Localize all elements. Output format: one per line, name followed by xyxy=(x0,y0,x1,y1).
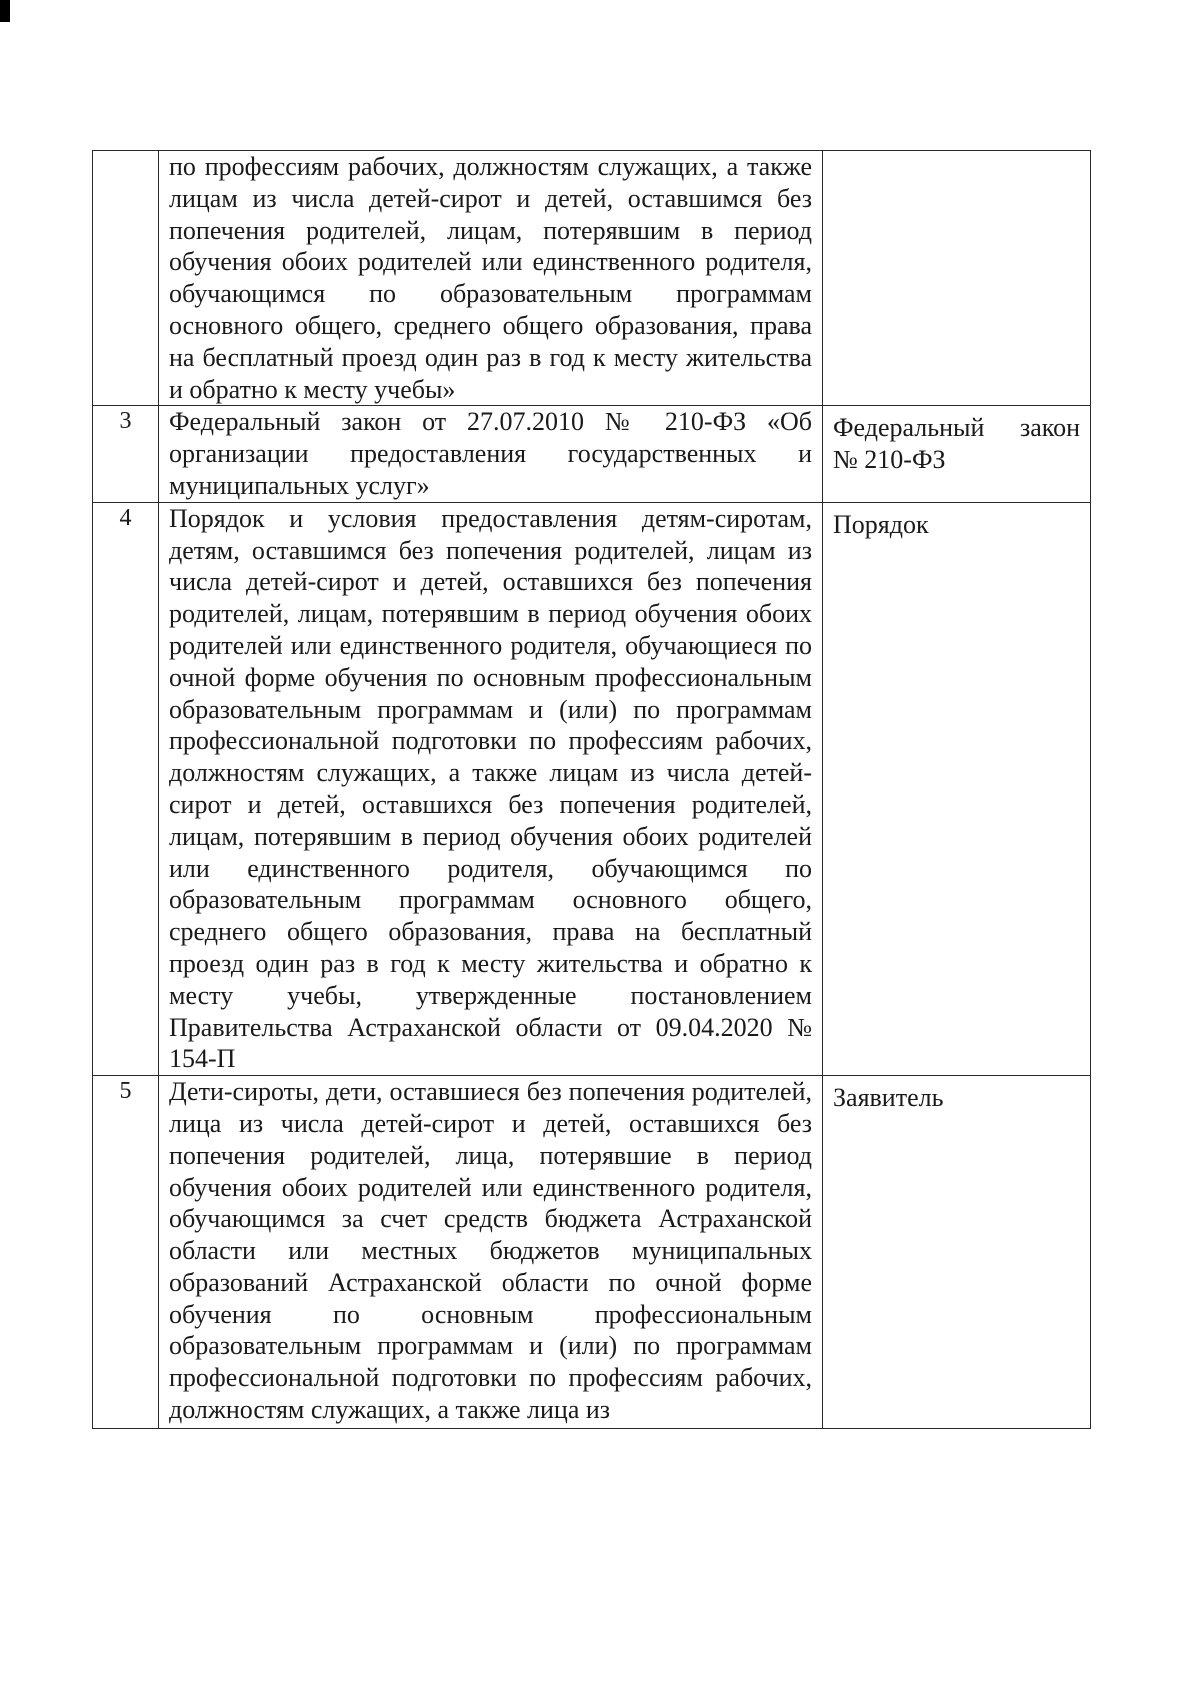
table-row xyxy=(93,151,1091,406)
row-text: Федеральный закон от 27.07.2010 № 210-ФЗ «Об организации предоставления государственных и муниципальных услуг» xyxy=(159,406,823,502)
scan-edge-mark xyxy=(0,0,10,22)
row-text: Порядок и условия предоставления детям-сиротам, детям, оставшимся без попечения родителей, лицам из числа детей-сирот и детей, оставшихся без попечения родителей, лицам, потерявшим в период обучения обоих родителей или единственного родителя, обучающиеся по очной форме обучения по основным профессиональным образовательным программам и (или) по программам профессиональной подготовки по профессиям рабочих, должностям служащих, а также лицам из числа детей-сирот и детей, оставшихся без попечения родителей, лицам, потерявшим в период обучения обоих родителей или единственного родителя, обучающимся по образовательным программам основного общего, среднего общего образования, права на бесплатный проезд один раз в год к месту жительства и обратно к месту учебы, утвержденные постановлением Правительства Астраханской области от 09.04.2020 № 154-П xyxy=(159,502,823,1075)
table-row xyxy=(93,502,1091,1075)
definitions-table xyxy=(92,150,1091,1429)
table-row xyxy=(93,406,1091,502)
row-number xyxy=(93,151,159,406)
row-term: Федеральный закон № 210-ФЗ xyxy=(823,406,1091,502)
row-number: 5 xyxy=(93,1076,159,1429)
row-number: 3 xyxy=(93,406,159,502)
row-text: Дети-сироты, дети, оставшиеся без попечения родителей, лица из числа детей-сирот и детей, оставшихся без попечения родителей, лица, потерявшие в период обучения обоих родителей или единственного родителя, обучающимся за счет средств бюджета Астраханской области или местных бюджетов муниципальных образований Астраханской области по очной форме обучения по основным профессиональным образовательным программам и (или) по программам профессиональной подготовки по профессиям рабочих, должностям служащих, а также лица из xyxy=(159,1076,823,1429)
row-term xyxy=(823,151,1091,406)
row-text: по профессиям рабочих, должностям служащих, а также лицам из числа детей-сирот и детей, оставшимся без попечения родителей, лицам, потерявшим в период обучения обоих родителей или единственного родителя, обучающимся по образовательным программам основного общего, среднего общего образования, права на бесплатный проезд один раз в год к месту жительства и обратно к месту учебы» xyxy=(159,151,823,406)
table-row xyxy=(93,1076,1091,1429)
row-number: 4 xyxy=(93,502,159,1075)
row-term: Заявитель xyxy=(823,1076,1091,1429)
row-term: Порядок xyxy=(823,502,1091,1075)
